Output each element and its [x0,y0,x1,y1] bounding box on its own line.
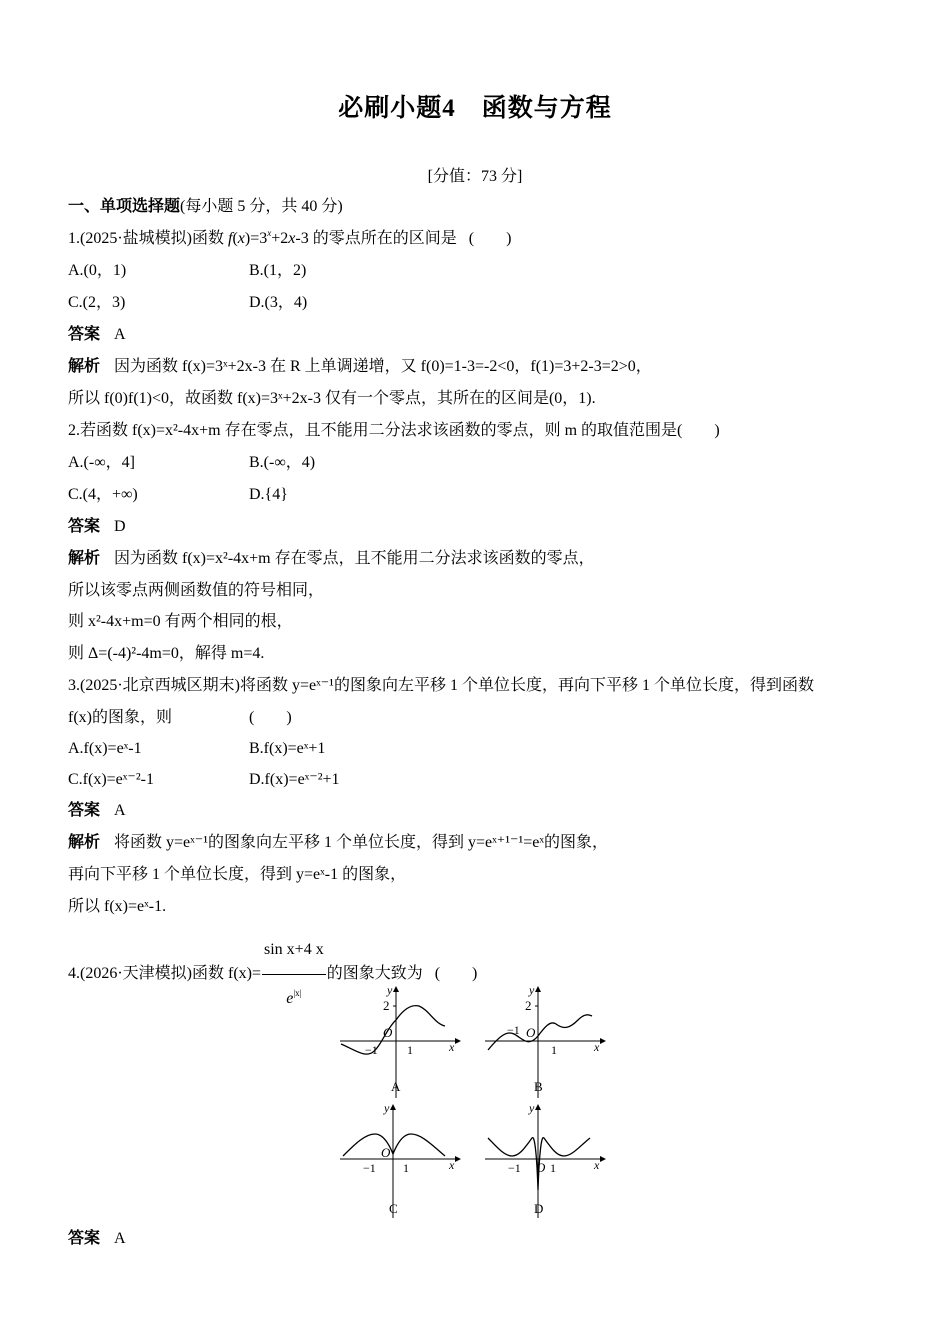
q1-analysis-line-2: 所以 f(0)f(1)<0，故函数 f(x)=3ˣ+2x-3 仅有一个零点，其所在的区间是(0，1). [68,390,596,407]
graph-a [335,980,465,1098]
x-axis-label: x [594,1158,600,1172]
q3-option-b: B.f(x)=eˣ+1 [249,740,326,757]
answer-bracket: ( ) [434,965,478,983]
question-4-stem: 4.(2026·天津模拟)函数 f(x)= $\frac{\text{sin x+4 x}}{e^{|x|}}$ 的图象大致为 ( ) [68,928,477,1021]
x-tick-pos: 1 [550,1161,556,1175]
q1-option-c: C.(2，3) [68,294,126,311]
origin-label: O [383,1025,393,1040]
section-title: 一、单项选择题 [68,198,181,215]
q3-analysis-line-2: 再向下平移 1 个单位长度，得到 y=eˣ-1 的图象， [68,866,407,883]
q2-option-c: C.(4，+∞) [68,486,138,503]
q3-answer-bracket: ( ) [249,709,292,726]
x-tick-neg: −1 [365,1043,378,1057]
q3-option-a: A.f(x)=eˣ-1 [68,740,142,757]
x-axis-label: x [594,1040,600,1054]
q1-option-a: A.(0，1) [68,262,127,279]
origin-label: O [381,1145,391,1160]
fraction: $\frac{\text{sin x+4 x}}{e^{|x|}}$ [262,928,326,1021]
q2-analysis-line-2: 所以该零点两侧函数值的符号相同， [68,582,325,599]
q1-option-d: D.(3，4) [249,294,308,311]
y-axis-label: y [387,983,393,997]
question-3-stem-line-2: f(x)的图象，则 [68,709,172,726]
score-note: [分值：73 分] [427,168,523,185]
graph-c [335,1100,465,1218]
section-heading [68,197,343,217]
y-tick-label: 2 [383,998,390,1013]
section-note: (每小题 5 分，共 40 分) [180,198,343,215]
x-tick-neg: −1 [508,1161,521,1175]
y-axis-label: y [384,1101,390,1115]
q1-option-b: B.(1，2) [249,262,307,279]
q3-option-d: D.f(x)=eˣ⁻²+1 [249,771,340,788]
origin-label: O [526,1025,536,1040]
graph-label: A [391,1079,401,1094]
q4-answer: 答案 A [68,1230,126,1247]
q2-analysis-line-4: 则 Δ=(-4)²-4m=0，解得 m=4. [68,645,265,662]
x-tick-neg: −1 [363,1161,376,1175]
question-1-stem: 1.(2025·盐城模拟)函数 $f(x)=3^x+2x-3$ 的零点所在的区间是 ( ) [68,228,512,247]
q2-option-a: A.(-∞，4] [68,454,135,471]
x-axis-label: x [449,1158,455,1172]
q3-answer: 答案 A [68,802,126,819]
page-title: 必刷小题4 函数与方程 [338,95,612,122]
origin-label: O [536,1160,546,1175]
graph-label: C [389,1201,398,1216]
q2-analysis-line-1: 解析 因为函数 f(x)=x²-4x+m 存在零点，且不能用二分法求该函数的零点， [68,550,595,567]
question-2-stem: 2.若函数 f(x)=x²-4x+m 存在零点，且不能用二分法求该函数的零点，则 m 的取值范围是( ) [68,422,720,439]
q1-answer: 答案 A [68,326,126,343]
q2-option-b: B.(-∞，4) [249,454,316,471]
graph-b [480,980,610,1098]
q3-analysis-line-3: 所以 f(x)=eˣ-1. [68,898,167,915]
x-tick-pos: 1 [407,1043,413,1057]
q2-answer: 答案 D [68,518,126,535]
graph-label: D [534,1201,544,1216]
q3-analysis-line-1: 解析 将函数 y=eˣ⁻¹的图象向左平移 1 个单位长度，得到 y=eˣ⁺¹⁻¹=eˣ的图象， [68,834,608,851]
graph-label: B [534,1079,543,1094]
q2-option-d: D.{4} [249,486,288,503]
y-tick-label: 2 [525,998,532,1013]
x-axis-label: x [449,1040,455,1054]
q3-option-c: C.f(x)=eˣ⁻²-1 [68,771,154,788]
question-3-stem-line-1: 3.(2025·北京西城区期末)将函数 y=eˣ⁻¹的图象向左平移 1 个单位长度，再向下平移 1 个单位长度，得到函数 [68,677,814,694]
q1-analysis-line-1: 解析 因为函数 f(x)=3ˣ+2x-3 在 R 上单调递增，又 f(0)=1-3=-2<0，f(1)=3+2-3=2>0， [68,358,652,375]
q2-analysis-line-3: 则 x²-4x+m=0 有两个相同的根， [68,613,293,630]
answer-bracket: ( ) [468,230,512,247]
graph-d [480,1100,610,1218]
x-tick-neg: −1 [507,1023,520,1037]
x-tick-pos: 1 [551,1043,557,1057]
y-axis-label: y [529,983,535,997]
y-axis-label: y [529,1101,535,1115]
x-tick-pos: 1 [403,1161,409,1175]
